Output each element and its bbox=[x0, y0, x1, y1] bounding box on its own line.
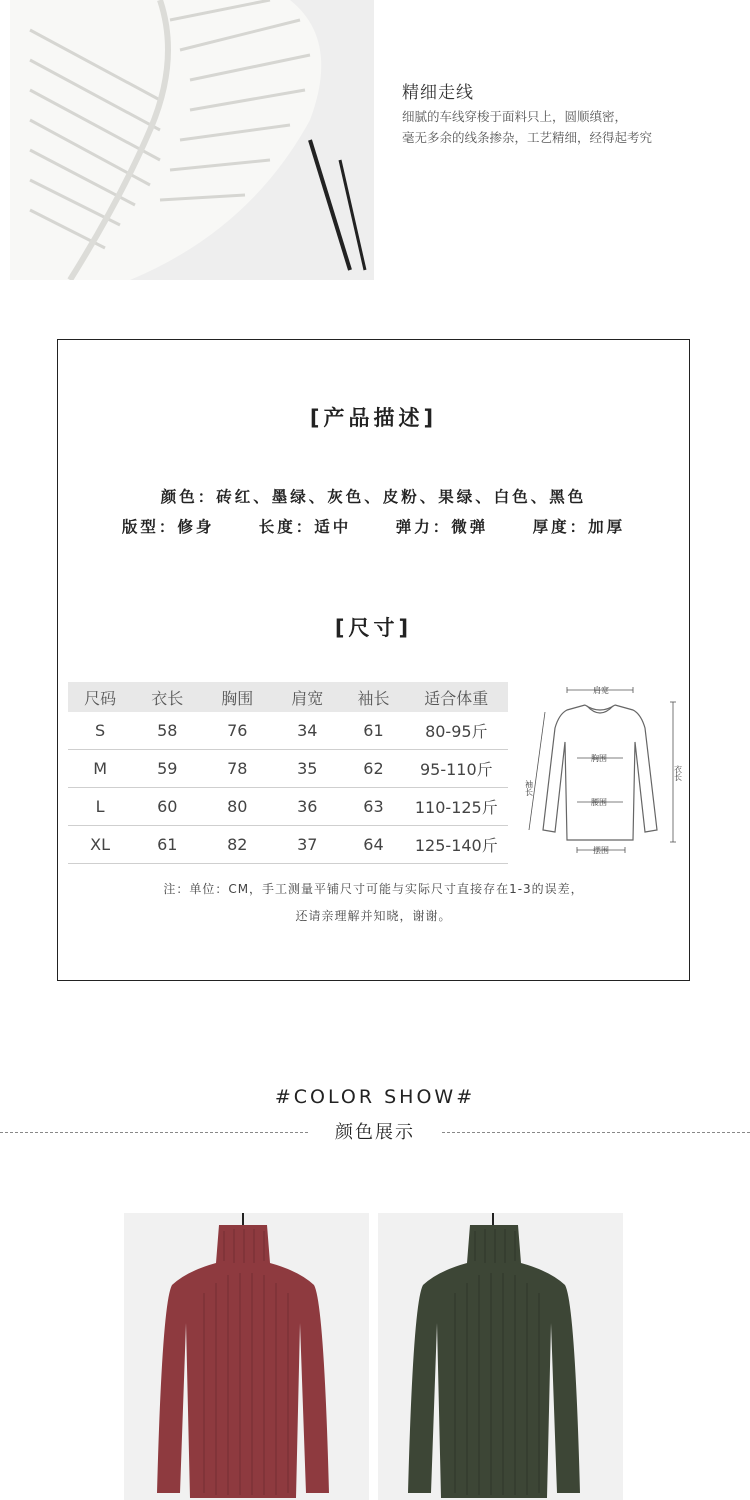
thickness-attribute: 厚度：加厚 bbox=[532, 518, 626, 536]
header-shoulder: 肩宽 bbox=[272, 682, 342, 712]
product-description-box bbox=[57, 339, 690, 981]
table-row bbox=[68, 788, 508, 826]
table-cell: 36 bbox=[272, 788, 342, 826]
detail-desc-line-1: 细腻的车线穿梭于面料只上，圆顺缜密， bbox=[402, 109, 628, 124]
diagram-label-length: 衣长 bbox=[673, 765, 683, 781]
color-show-title-en: #COLOR SHOW# bbox=[274, 1086, 476, 1108]
table-cell: 82 bbox=[202, 826, 272, 864]
size-table-header-row bbox=[68, 682, 508, 712]
table-cell: 125-140斤 bbox=[405, 826, 508, 864]
divider-right bbox=[442, 1132, 750, 1133]
table-row bbox=[68, 750, 508, 788]
table-cell: S bbox=[68, 712, 132, 750]
table-cell: 34 bbox=[272, 712, 342, 750]
sweater-dark-green-image bbox=[378, 1213, 623, 1500]
sweater-outline-icon bbox=[543, 705, 657, 840]
diagram-label-shoulder: 肩宽 bbox=[593, 686, 609, 695]
table-cell: 61 bbox=[132, 826, 202, 864]
table-cell: 59 bbox=[132, 750, 202, 788]
header-sleeve: 袖长 bbox=[342, 682, 404, 712]
length-attribute: 长度：适中 bbox=[258, 518, 352, 536]
table-cell: 76 bbox=[202, 712, 272, 750]
size-table bbox=[68, 682, 508, 864]
table-cell: 64 bbox=[342, 826, 404, 864]
sweater-swatch-brick-red bbox=[124, 1213, 369, 1500]
color-show-title-zh: 颜色展示 bbox=[335, 1122, 415, 1143]
table-cell: 80-95斤 bbox=[405, 712, 508, 750]
table-cell: 80 bbox=[202, 788, 272, 826]
diagram-label-chest: 胸围 bbox=[591, 754, 607, 763]
table-cell: 95-110斤 bbox=[405, 750, 508, 788]
table-cell: 60 bbox=[132, 788, 202, 826]
garment-measurement-diagram bbox=[515, 680, 685, 860]
table-cell: M bbox=[68, 750, 132, 788]
product-description-heading: [产品描述] bbox=[309, 406, 438, 430]
table-row bbox=[68, 826, 508, 864]
fabric-detail-photo bbox=[10, 0, 374, 280]
table-cell: 61 bbox=[342, 712, 404, 750]
elasticity-attribute: 弹力：微弹 bbox=[395, 518, 489, 536]
measurement-note-line-1: 注：单位：CM，手工测量平铺尺寸可能与实际尺寸直接存在1-3的误差， bbox=[163, 882, 584, 896]
color-options-line: 颜色：砖红、墨绿、灰色、皮粉、果绿、白色、黑色 bbox=[160, 488, 587, 506]
header-chest: 胸围 bbox=[202, 682, 272, 712]
header-size: 尺码 bbox=[68, 682, 132, 712]
detail-description bbox=[402, 106, 742, 148]
table-cell: 63 bbox=[342, 788, 404, 826]
diagram-label-hem: 摆围 bbox=[593, 846, 609, 855]
sweater-brick-red-image bbox=[124, 1213, 369, 1500]
table-cell: 58 bbox=[132, 712, 202, 750]
measurement-note-line-2: 还请亲理解并知晓，谢谢。 bbox=[295, 909, 452, 923]
detail-desc-line-2: 毫无多余的线条掺杂，工艺精细，经得起考究 bbox=[402, 130, 653, 145]
product-attributes-line bbox=[58, 515, 689, 537]
size-heading: [尺寸] bbox=[334, 616, 413, 640]
diagram-label-sleeve: 袖长 bbox=[524, 780, 534, 796]
table-cell: 62 bbox=[342, 750, 404, 788]
table-row bbox=[68, 712, 508, 750]
sweater-swatch-dark-green bbox=[378, 1213, 623, 1500]
table-cell: 78 bbox=[202, 750, 272, 788]
table-cell: L bbox=[68, 788, 132, 826]
detail-title: 精细走线 bbox=[402, 83, 474, 103]
header-weight: 适合体重 bbox=[405, 682, 508, 712]
header-length: 衣长 bbox=[132, 682, 202, 712]
table-cell: XL bbox=[68, 826, 132, 864]
diagram-label-waist: 腰围 bbox=[591, 798, 607, 807]
table-cell: 110-125斤 bbox=[405, 788, 508, 826]
table-cell: 37 bbox=[272, 826, 342, 864]
table-cell: 35 bbox=[272, 750, 342, 788]
fit-attribute: 版型：修身 bbox=[121, 518, 215, 536]
